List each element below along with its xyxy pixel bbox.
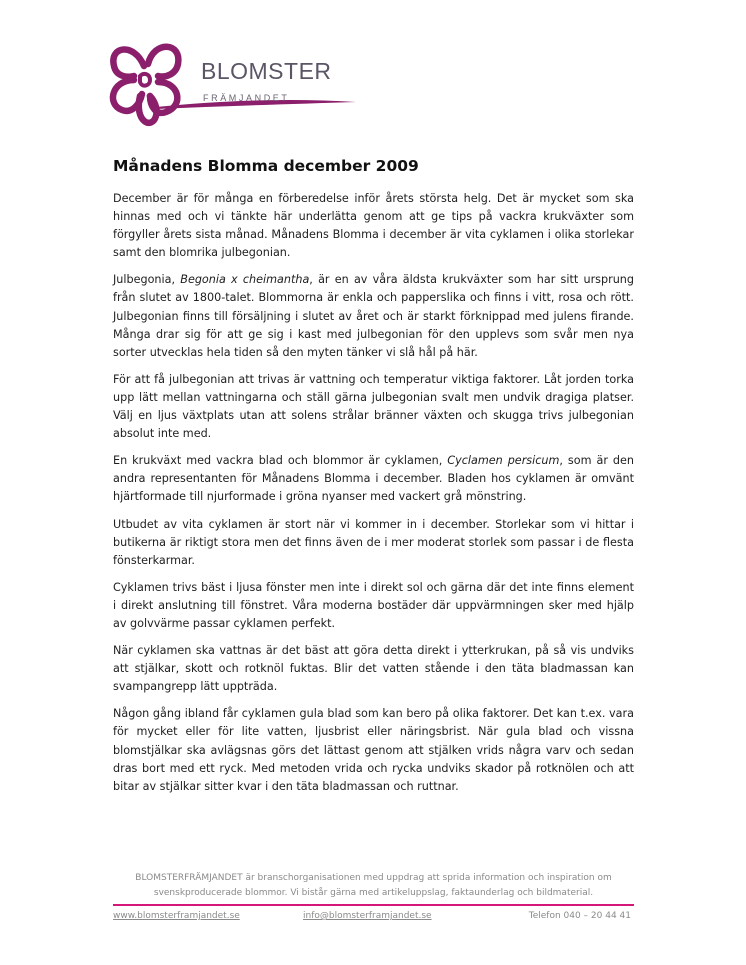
body-paragraph xyxy=(113,271,634,361)
paragraph-text: En krukväxt med vackra blad och blommor är cyklamen, xyxy=(113,454,448,468)
paragraph-text: Cyklamen trivs bäst i ljusa fönster men inte i direkt sol och gärna där det inte finns element i direkt anslutning till fönstret. Våra moderna bostäder där uppvärmningen sker med hjälp av golvvärme passar cyklamen perfekt. xyxy=(113,580,634,630)
page-title: Månadens Blomma december 2009 xyxy=(113,157,419,175)
body-paragraph xyxy=(113,705,634,795)
body-paragraph xyxy=(113,452,634,506)
website-link[interactable]: www.blomsterframjandet.se xyxy=(113,911,240,921)
paragraph-text: December är för många en förberedelse inför årets största helg. Det är mycket som ska hinnas med och vi tänkte här underlätta genom att ge tips på vackra krukväxter som förgyller årets sista månad. Månadens Blomma i december är vita cyklamen i olika storlekar samt den blomrika julbegonian. xyxy=(113,192,634,260)
logo-subtitle: FRÄMJANDET xyxy=(203,93,290,103)
italic-species-name: Cyclamen persicum xyxy=(447,454,560,468)
body-paragraph xyxy=(113,642,634,696)
email-link[interactable]: info@blomsterframjandet.se xyxy=(303,911,432,921)
flower-logo-icon xyxy=(104,36,366,136)
body-paragraph xyxy=(113,371,634,443)
blomsterframjandet-logo xyxy=(104,36,366,136)
italic-species-name: Begonia x cheimantha xyxy=(180,273,310,287)
logo-name: BLOMSTER xyxy=(201,58,332,84)
article-body xyxy=(113,190,634,805)
paragraph-text: , är en av våra äldsta krukväxter som har sitt ursprung från slutet av 1800-talet. Blommorna är enkla och papperslika och finns i vitt, rosa och rött. Julbegonian finns till försäljning i slutet av året och är starkt förknippad med julens firande. Många drar sig för att ge sig i kast med julbegonian för den upplevs som svår men nya sorter utvecklas hela tiden så den myten tänker vi slå hål på här. xyxy=(113,273,634,359)
body-paragraph xyxy=(113,190,634,262)
body-paragraph xyxy=(113,579,634,633)
paragraph-text: Julbegonia, xyxy=(113,273,181,287)
paragraph-text: För att få julbegonian att trivas är vattning och temperatur viktiga faktorer. Låt jorden torka upp lätt mellan vattningarna och ställ gärna julbegonian svalt men undvik dragiga platser. Välj en ljus växtplats utan att solens strålar bränner växten och skugga trivs julbegonian absolut inte med. xyxy=(113,372,634,441)
paragraph-text: , som är den andra representanten för Månadens Blomma i december. Bladen hos cyklamen är omvänt hjärtformade till njurformade i gröna nyanser med vackert grå mönstring. xyxy=(113,454,635,504)
body-paragraph xyxy=(113,516,634,570)
footer-contact xyxy=(113,911,634,925)
footer-note: BLOMSTERFRÄMJANDET är branschorganisationen med uppdrag att sprida information och inspiration om svenskproducerade blommor. Vi bistår gärna med artikeluppslag, faktaunderlag och bildmaterial. xyxy=(135,873,612,898)
footer-divider xyxy=(113,904,634,906)
paragraph-text: Någon gång ibland får cyklamen gula blad som kan bero på olika faktorer. Det kan t.ex. vara för mycket eller för lite vatten, ljusbrist eller näringsbrist. När gula blad och vissna blomstjälkar ska avlägsnas görs det lättast genom att stjälken vrids några varv och sedan dras bort med ett ryck. Med metoden vrida och rycka undviks skador på rotknölen och att bitar av stjälkar sitter kvar i den täta bladmassan och ruttnar. xyxy=(113,707,634,793)
phone-number: Telefon 040 – 20 44 41 xyxy=(528,911,631,921)
paragraph-text: När cyklamen ska vattnas är det bäst att göra detta direkt i ytterkrukan, på så vis undviks att stjälkar, skott och rotknöl fuktas. Blir det vatten stående i den täta bladmassan kan svampangrepp lätt uppträda. xyxy=(113,644,634,694)
paragraph-text: Utbudet av vita cyklamen är stort när vi kommer in i december. Storlekar som vi hittar i butikerna är riktigt stora men det finns även de i mer moderat storlek som passar i de flesta fönsterkarmar. xyxy=(113,517,634,567)
